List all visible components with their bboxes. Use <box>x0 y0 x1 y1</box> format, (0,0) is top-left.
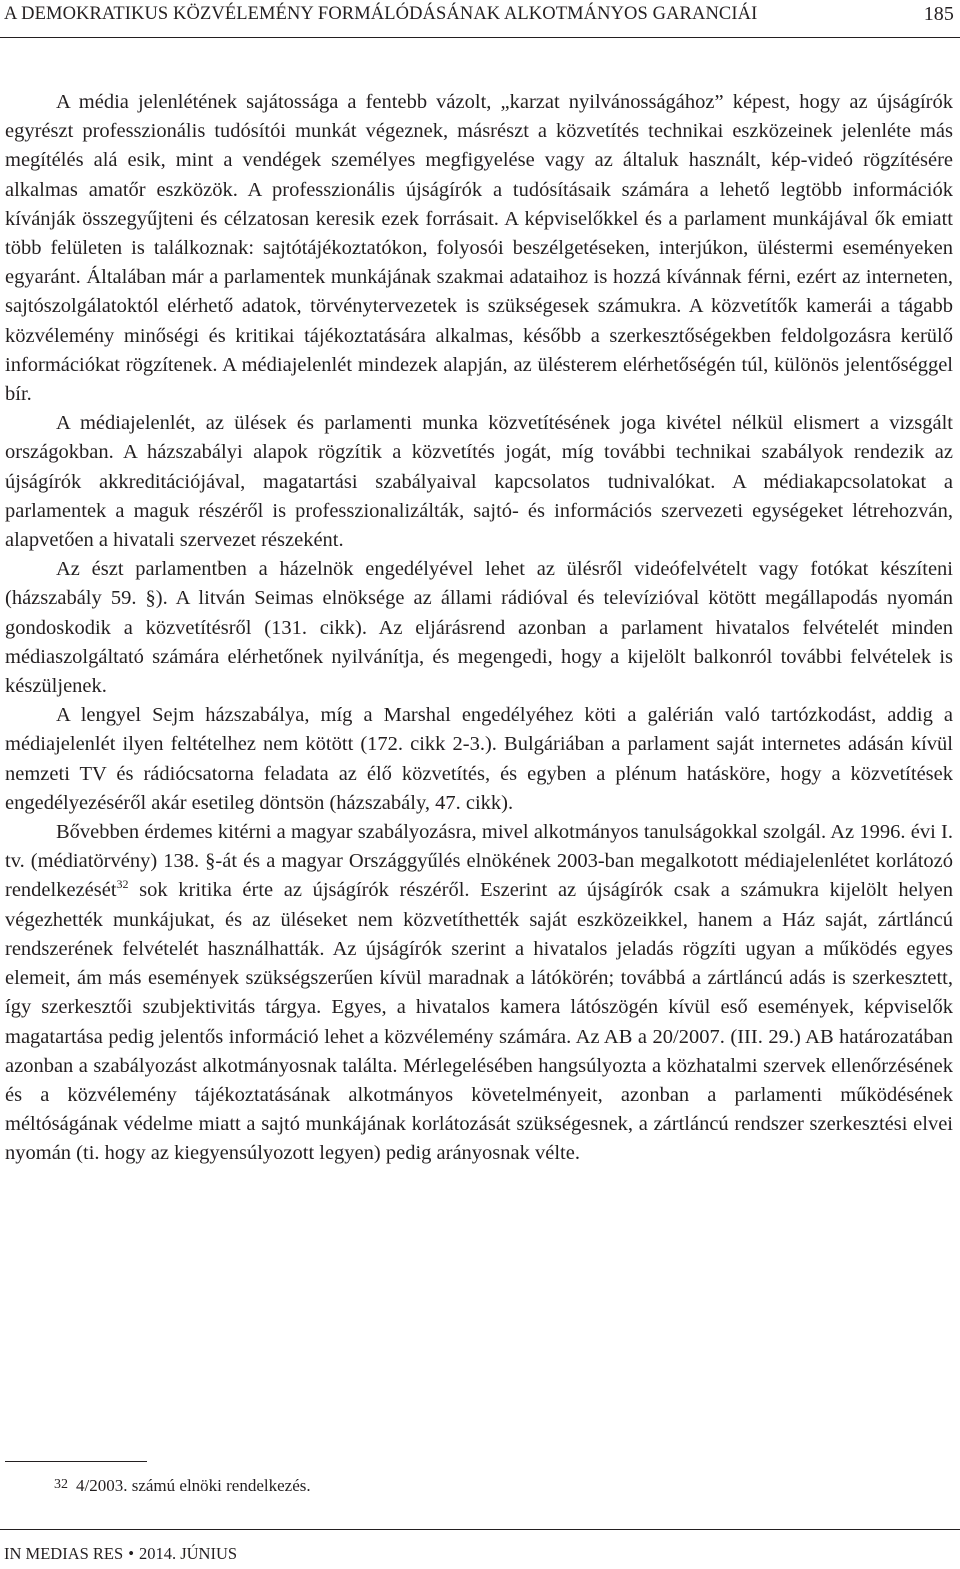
paragraph-2: A médiajelenlét, az ülések és parlamenti munka közvetítésének joga kivétel nélkül elismert a vizsgált országokban. A házszabályi alapok rögzítik a közvetítés jogát, míg további technikai szabályok rendezik az újságírók akkreditációjával, magatartási szabályaival kapcsolatos tudnivalókat. A médiakapcsolatokat a parlamentek a maguk részéről is professzionalizálták, sajtó- és információs szervezeti egységeket létrehozván, alapvetően a hivatali szervezet részeként. <box>5 412 953 552</box>
paragraph-1: A média jelenlétének sajátossága a fentebb vázolt, „karzat nyilvánosságához” képest, hogy az újságírók egyrészt professzionális tudósítói munkát végeznek, másrészt a közvetítés technikai eszközeinek jelenléte más megítélés alá esik, mint a vendégek személyes megfigyelése vagy az általuk használt, kép-videó rögzítésére alkalmas amatőr eszközök. A professzionális újságírók a tudósításaik számára a lehető legtöbb információk kívánják összegyűjteni és célzatosan keresik ezek forrásait. A képviselőkkel és a parlament munkájával ők emiatt több felületen is találkoznak: sajtótájékoztatókon, folyosói beszélgetéseken, interjúkon, üléstermi eseményeken egyaránt. Általában már a parlamentek munkájának szakmai adataihoz is hozzá kívánnak férni, ezért az interneten, sajtószolgálatoktól elérhető adatok, törvénytervezetek is szükségesek számukra. A közvetítők kamerái a tágabb közvélemény minőségi és kritikai tájékoztatására alkalmas, később a szerkesztőségekben feldolgozásra kerülő információkat rögzítenek. A médiajelenlét mindezek alapján, az ülésterem elérhetőségén túl, különös jelentőséggel bír. <box>5 91 953 406</box>
footer-bullet: • <box>128 1544 134 1563</box>
footnote <box>54 1473 311 1498</box>
article-body <box>5 88 953 1169</box>
footnote-number: 32 <box>54 1477 68 1492</box>
page-number: 185 <box>923 3 954 25</box>
running-head <box>4 2 954 26</box>
page-footer <box>4 1543 237 1565</box>
footnote-reference[interactable]: 32 <box>116 877 129 892</box>
footnote-rule <box>5 1461 147 1462</box>
paragraph-4: A lengyel Sejm házszabálya, míg a Marshal engedélyéhez köti a galérián való tartózkodást, addig a médiajelenlét ilyen feltételhez nem kötött (172. cikk 2-3.). Bulgáriában a parlament saját internetes adásán kívül nemzeti TV és rádiócsatorna feladata az élő közvetítés, és egyben a plénum hatásköre, hogy a közvetítések engedélyezéséről akár esetileg döntsön (házszabály, 47. cikk). <box>5 704 953 814</box>
header-rule <box>0 37 960 38</box>
footnote-text: 4/2003. számú elnöki rendelkezés. <box>76 1476 311 1495</box>
paragraph-3: Az észt parlamentben a házelnök engedélyével lehet az ülésről videófelvételt vagy fotókat készíteni (házszabály 59. §). A litván Seimas elnöksége az állami rádióval és televízióval kötött megállapodás nyomán gondoskodik a közvetítésről (131. cikk). Az eljárásrend azonban a parlament hivatalos felvételét minden médiaszolgáltató számára elérhetőnek nyilvánítja, és megengedi, hogy a kijelölt balkonról további felvételek is készüljenek. <box>5 558 953 698</box>
paragraph-5-text-a: Bővebben érdemes kitérni a magyar szabályozásra, mivel alkotmányos tanulságokkal szolgál. Az 1996. évi I. tv. (médiatörvény) 138. §-át és a magyar Országgyűlés elnökének 2003-ban megalkotott médiajelenlétet korlátozó rendelkezését <box>5 821 953 902</box>
journal-name: IN MEDIAS RES <box>4 1544 124 1563</box>
paragraph-5-text-b: sok kritika érte az újságírók részéről. Eszerint az újságírók csak a számukra kijelölt helyen végezhették munkájukat, és az üléseket nem közvetíthették saját eszközeikkel, hanem a Ház saját, zártláncú rendszerének felvételét használhatták. Az újságírók szerint a hivatalos jeladás rögzíti ugyan a működés egyes elemeit, ám más események szükségszerűen kívül maradnak a látókörén; továbbá a zártláncú adás is szerkesztett, így szerkesztői szubjektivitás tárgya. Egyes, a hivatalos kamera látószögén kívül eső események, képviselők magatartása pedig jelentős információ lehet a közvélemény számára. Az AB a 20/2007. (III. 29.) AB határozatában azonban a szabályozást alkotmányosnak találta. Mérlegelésében hangsúlyozta a közhatalmi szervek ellenőrzésének és a közvélemény tájékoztatásának alkotmányos követelményeit, azonban a parlamenti működésének méltóságának védelme miatt a sajtó munkájának korlátozását szükségesnek, a zártláncú rendszer szerkesztési elvei nyomán (ti. hogy az kiegyensúlyozott legyen) pedig arányosnak vélte. <box>5 879 953 1165</box>
footer-rule <box>0 1529 960 1530</box>
paragraph-5 <box>5 818 953 1168</box>
issue-date: 2014. JÚNIUS <box>138 1544 238 1563</box>
running-title: A DEMOKRATIKUS KÖZVÉLEMÉNY FORMÁLÓDÁSÁNAK ALKOTMÁNYOS GARANCIÁI <box>4 4 758 24</box>
